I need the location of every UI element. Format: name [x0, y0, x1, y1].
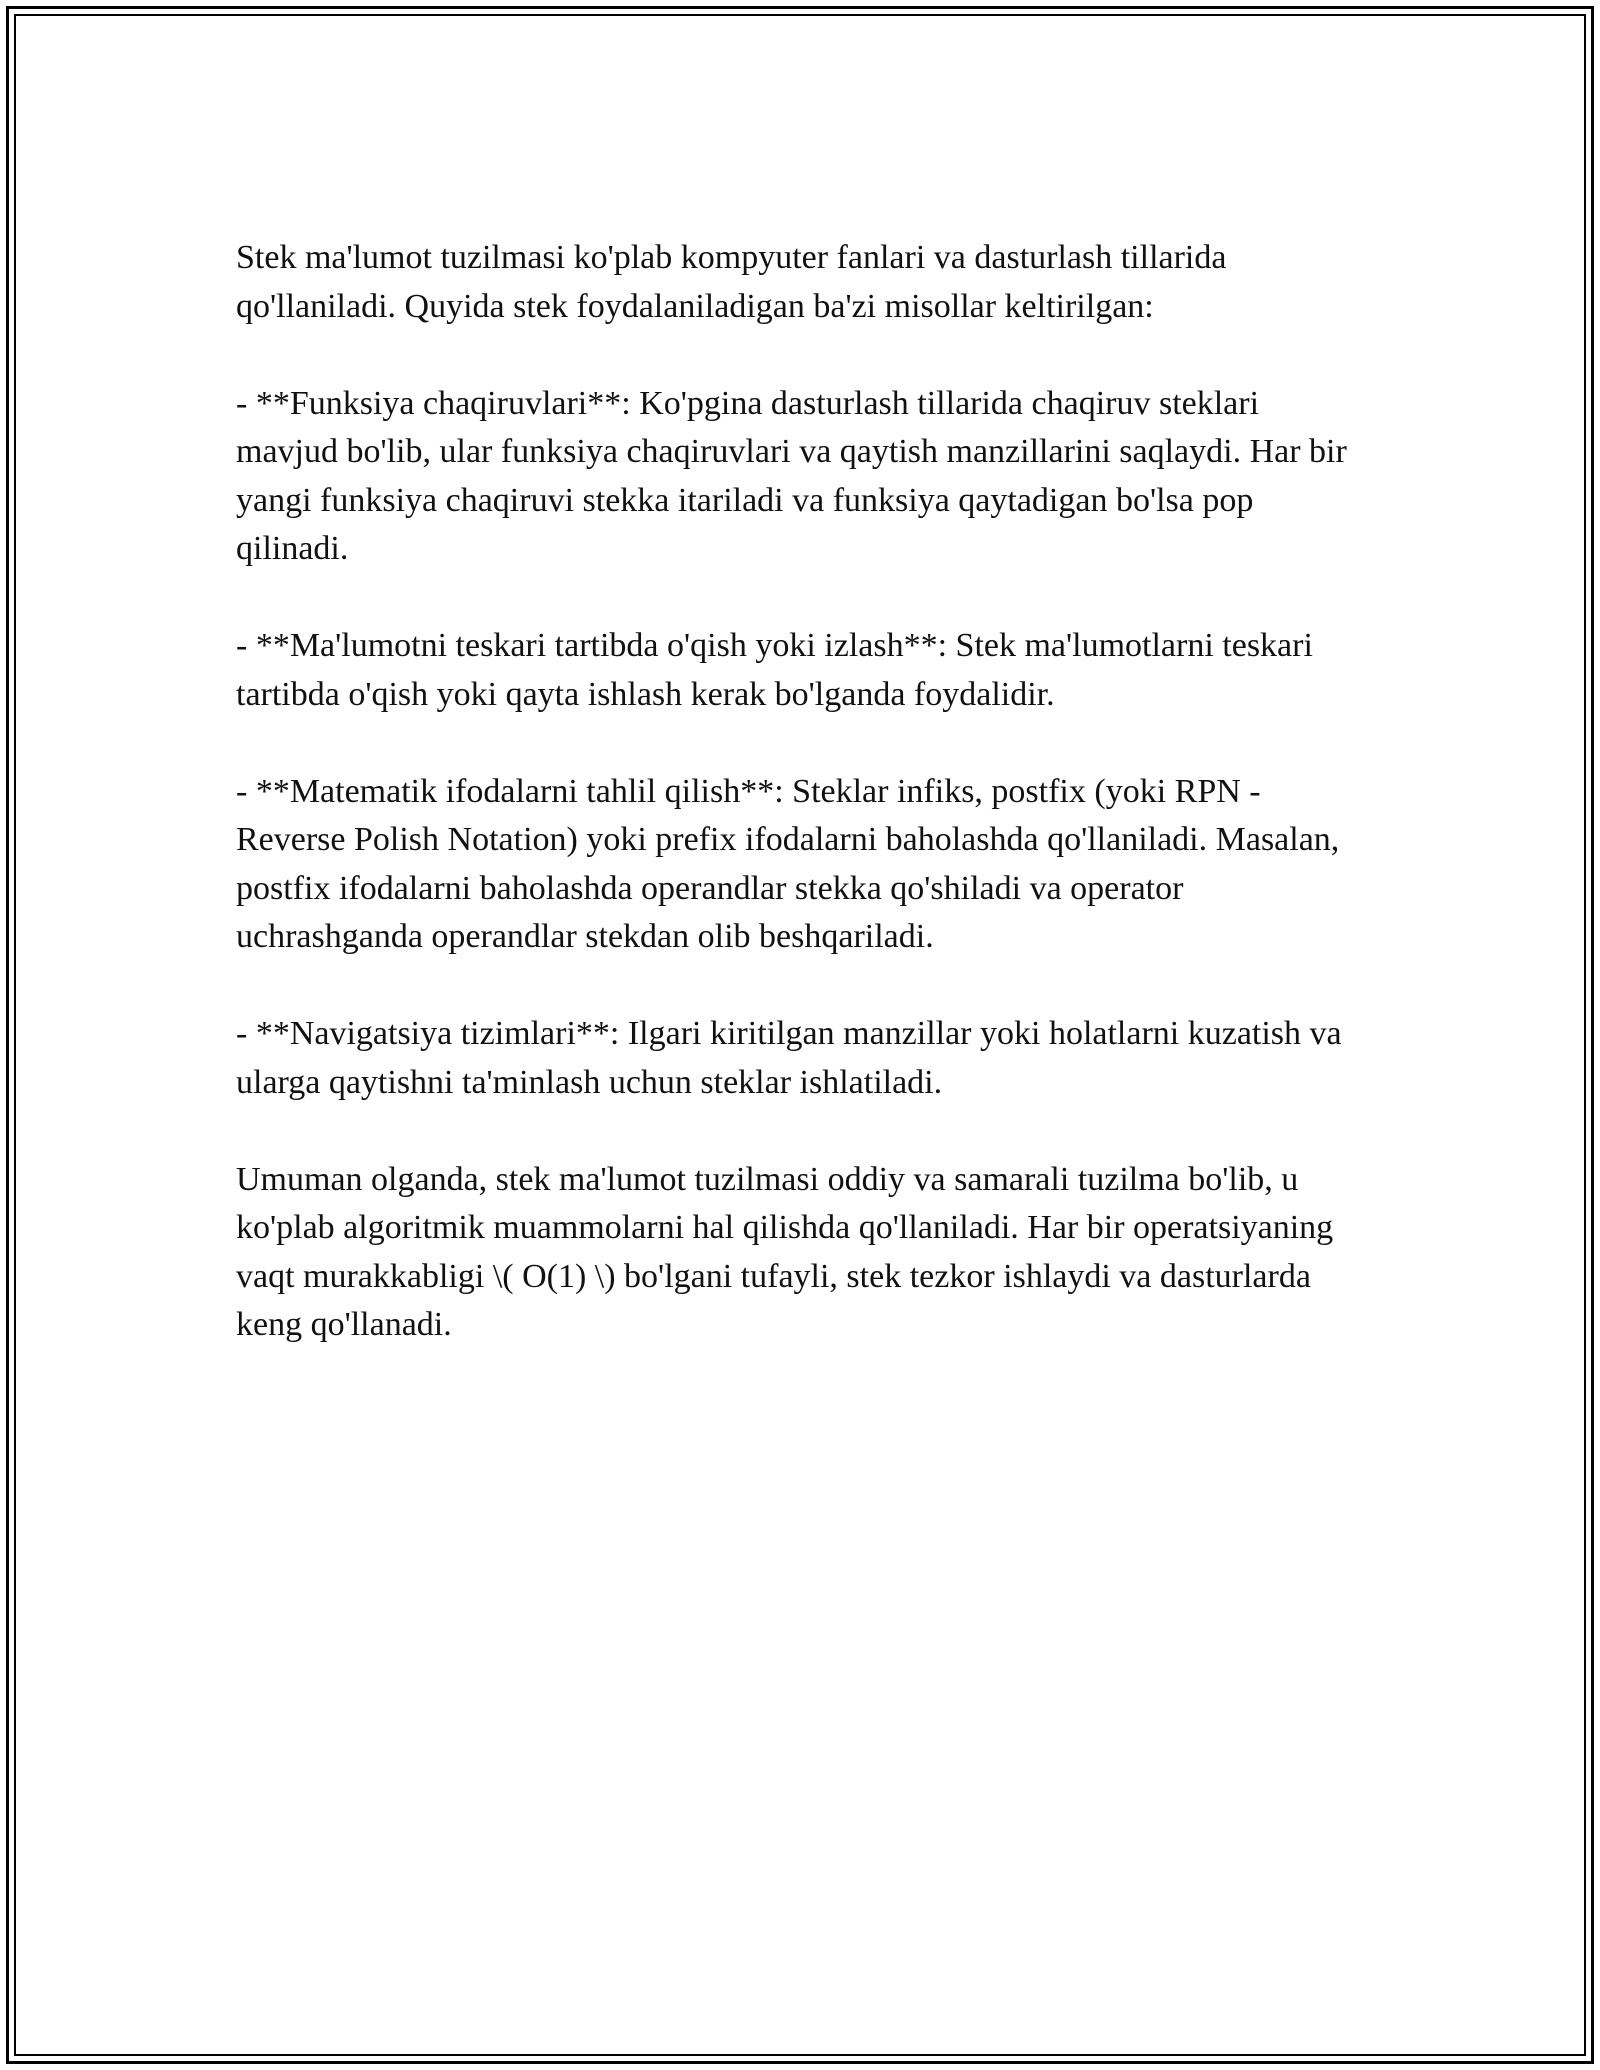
list-item-reverse-reading: - **Ma'lumotni teskari tartibda o'qish yoki izlash**: Stek ma'lumotlarni teskari tartibda o'qish yoki qayta ishlash kerak bo'lganda foydalidir.	[236, 627, 1313, 713]
conclusion-paragraph: Umuman olganda, stek ma'lumot tuzilmasi oddiy va samarali tuzilma bo'lib, u ko'plab algoritmik muammolarni hal qilishda qo'llaniladi. Har bir operatsiyaning vaqt murakkabligi \( O(1) \) bo'lgani tufayli, stek tezkor ishlaydi va dasturlarda keng qo'llanadi.	[236, 1160, 1334, 1343]
list-item-function-calls: - **Funksiya chaqiruvlari**: Ko'pgina dasturlash tillarida chaqiruv steklari mavjud bo'lib, ular funksiya chaqiruvlari va qaytish manzillarini saqlaydi. Har bir yangi funksiya chaqiruvi stekka itariladi va funksiya qaytadigan bo'lsa pop qilinadi.	[236, 384, 1347, 567]
list-item-math-expressions: - **Matematik ifodalarni tahlil qilish**: Steklar infiks, postfix (yoki RPN - Reverse Polish Notation) yoki prefix ifodalarni baholashda qo'llaniladi. Masalan, postfix ifodalarni baholashda operandlar stekka qo'shiladi va operator uchrashganda operandlar stekdan olib beshqariladi.	[236, 772, 1340, 955]
document-body	[236, 234, 1366, 1398]
list-item-navigation: - **Navigatsiya tizimlari**: Ilgari kiritilgan manzillar yoki holatlarni kuzatish va ularga qaytishni ta'minlash uchun steklar ishlatiladi.	[236, 1015, 1342, 1101]
intro-paragraph: Stek ma'lumot tuzilmasi ko'plab kompyuter fanlari va dasturlash tillarida qo'llaniladi. Quyida stek foydalaniladigan ba'zi misollar keltirilgan:	[236, 239, 1227, 325]
